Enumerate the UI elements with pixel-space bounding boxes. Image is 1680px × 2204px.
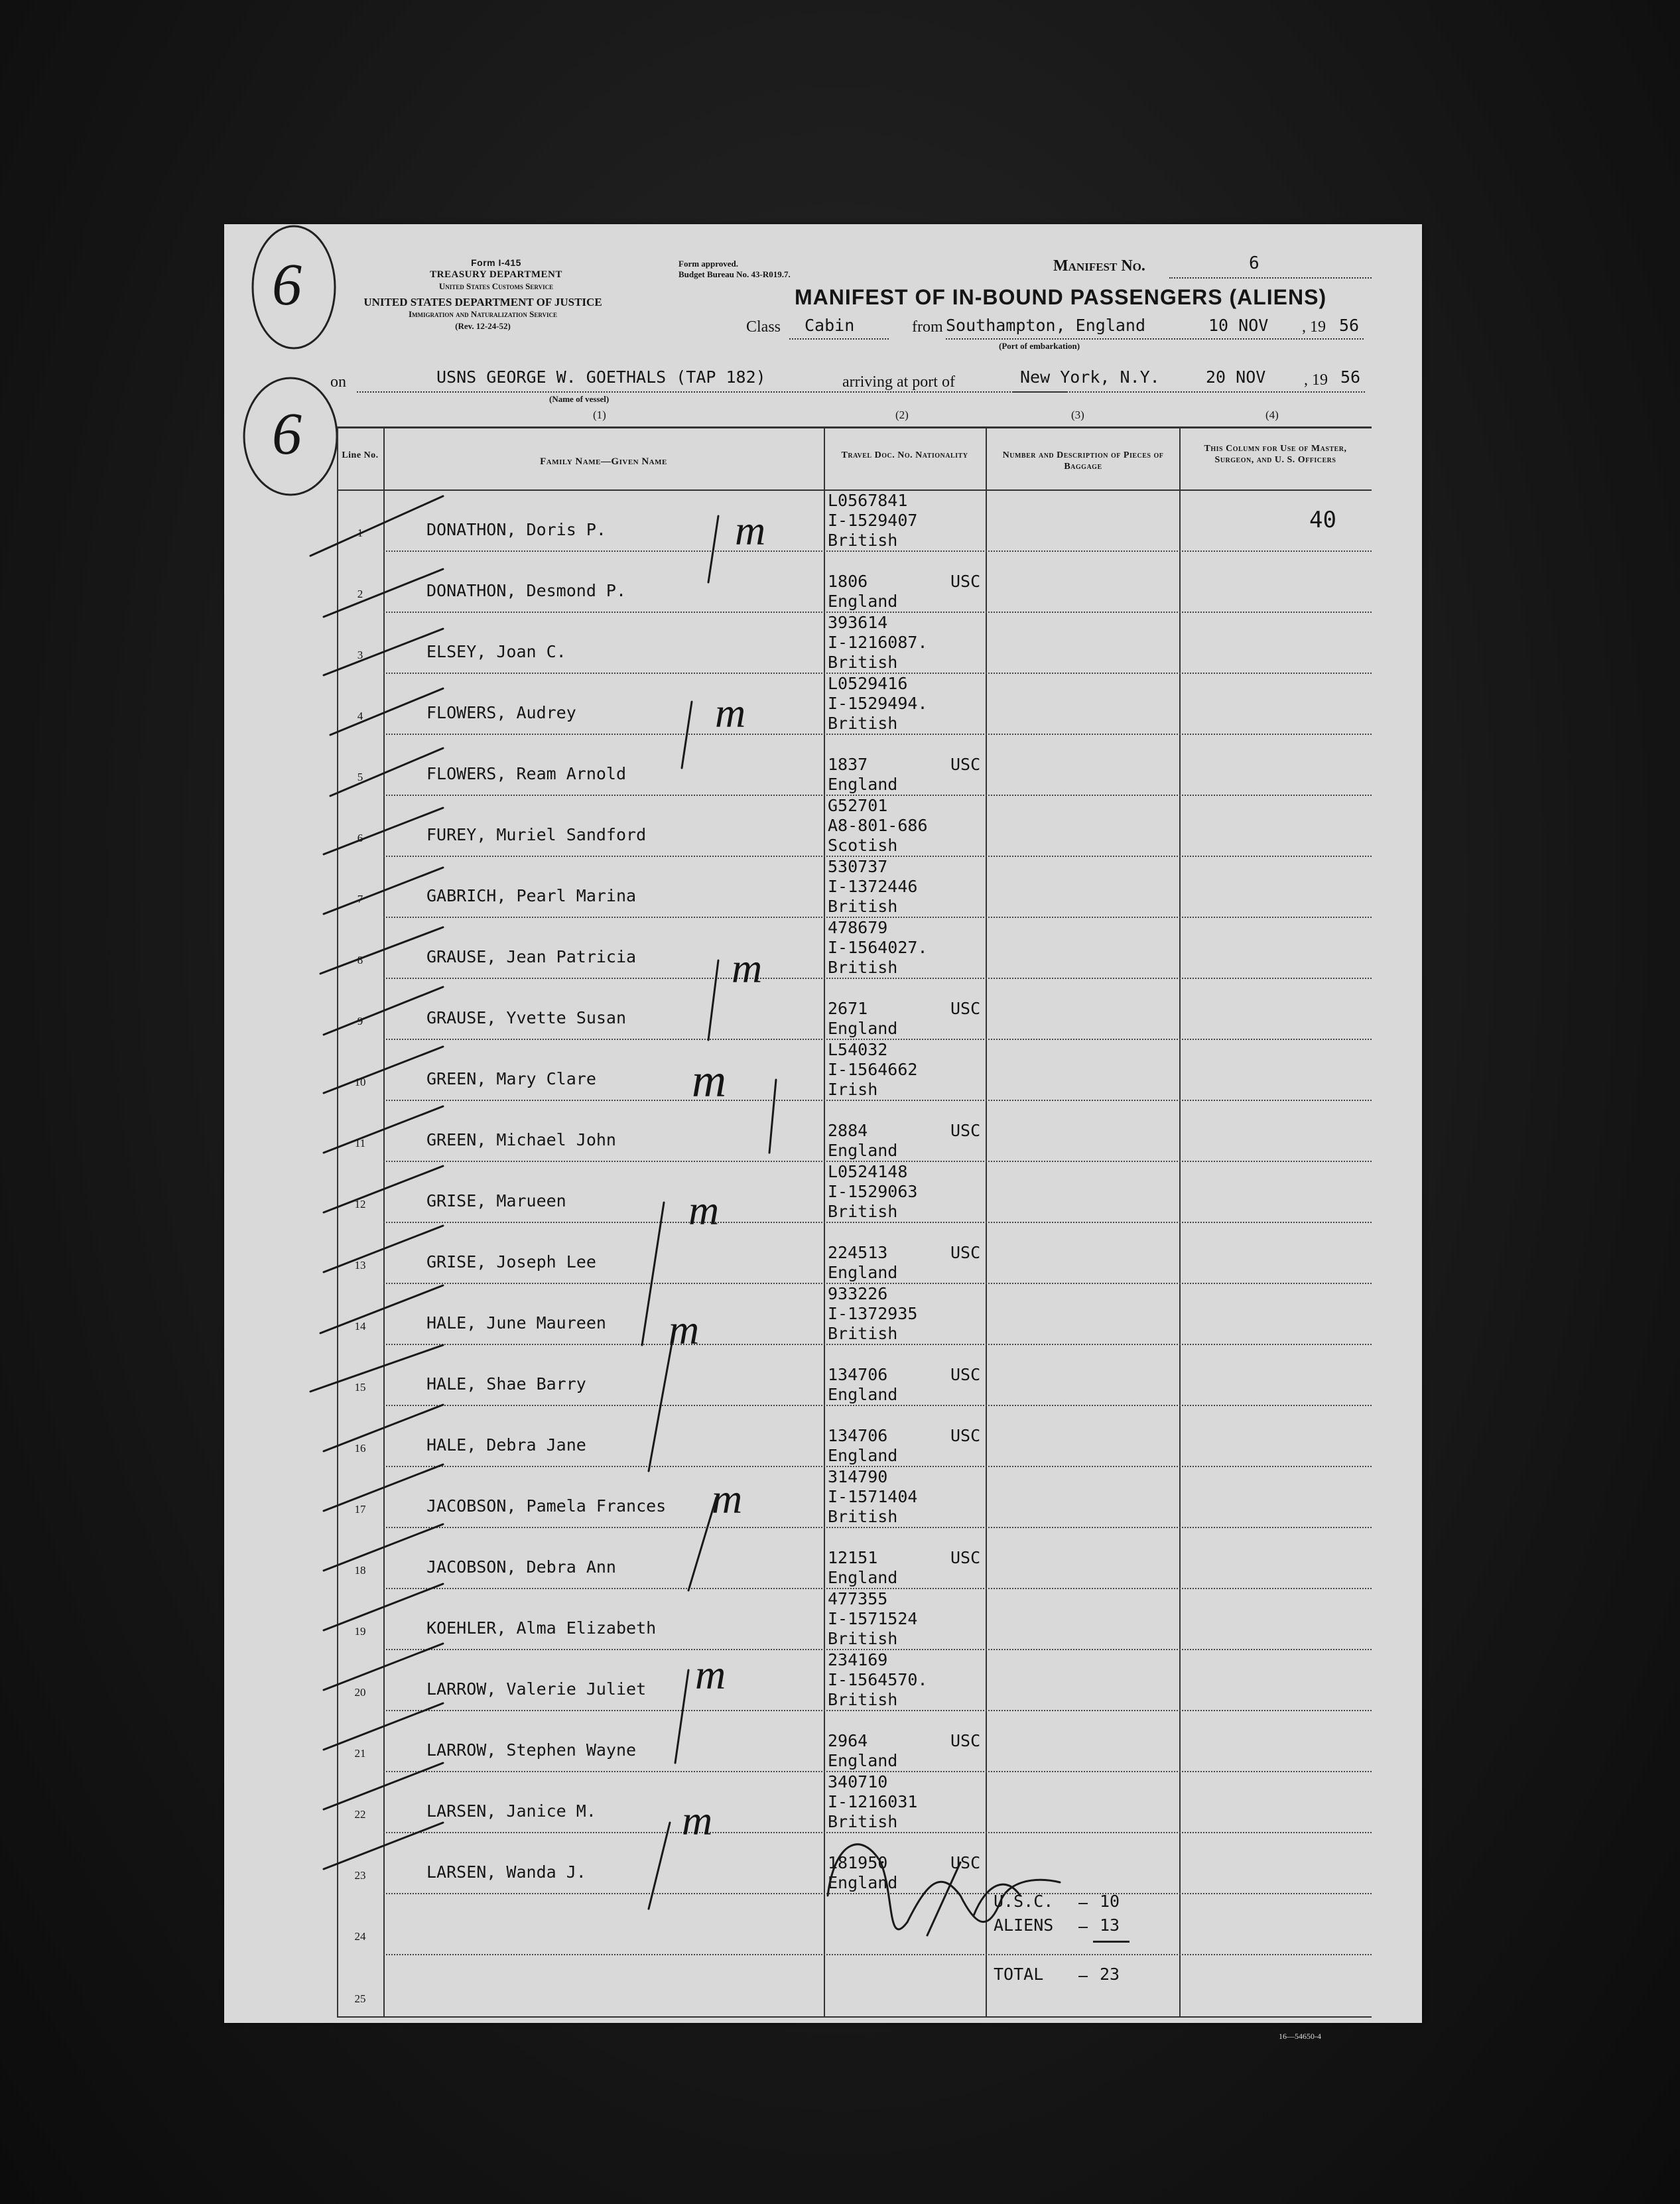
arrive-year: 56 (1340, 367, 1361, 387)
handwritten-m: m (692, 1054, 726, 1107)
travel-doc-line: G52701 (828, 796, 888, 815)
class-label: Class (746, 318, 781, 336)
passenger-name: FLOWERS, Ream Arnold (426, 764, 627, 783)
passenger-name: HALE, Debra Jane (426, 1435, 586, 1455)
line-number: 5 (357, 771, 363, 783)
travel-doc-line: 134706 (828, 1426, 888, 1445)
port-name: New York, N.Y. (1020, 367, 1160, 387)
usc-marker: USC (950, 1243, 981, 1262)
travel-doc-line: 1837 (828, 755, 868, 774)
handwritten-m: m (715, 689, 746, 736)
line-number: 15 (354, 1381, 366, 1394)
col-head-baggage: Number and Description of Pieces of Baggage (1002, 450, 1164, 472)
travel-doc-line: 314790 (828, 1467, 888, 1486)
passenger-name: GRAUSE, Yvette Susan (426, 1008, 627, 1027)
passenger-name: JACOBSON, Debra Ann (426, 1557, 616, 1577)
handwritten-m: m (682, 1797, 713, 1844)
travel-doc-line: British (828, 1690, 898, 1709)
col-num-1: (1) (593, 409, 606, 421)
on-label: on (330, 373, 346, 391)
travel-doc-line: I-1571404 (828, 1487, 918, 1506)
line-number: 11 (354, 1137, 366, 1149)
circled-mark-1: 6 (272, 252, 302, 318)
passenger-name: LARROW, Stephen Wayne (426, 1740, 637, 1760)
travel-doc-line: I-1564570. (828, 1670, 928, 1689)
passenger-name: DONATHON, Desmond P. (426, 581, 627, 600)
line-number: 24 (354, 1930, 366, 1943)
travel-doc-line: England (828, 1751, 898, 1770)
line-number: 8 (357, 954, 363, 966)
handwritten-m: m (712, 1475, 743, 1522)
arriving-label: arriving at port of (842, 373, 955, 391)
col-num-4: (4) (1265, 409, 1279, 421)
totals-usc-value: 10 (1100, 1892, 1120, 1911)
travel-doc-line: L0524148 (828, 1162, 908, 1181)
travel-doc-line: 134706 (828, 1365, 888, 1384)
line-number: 21 (354, 1747, 366, 1760)
line-number: 13 (354, 1259, 366, 1271)
travel-doc-line: 478679 (828, 918, 888, 937)
passenger-name: GREEN, Mary Clare (426, 1069, 596, 1088)
totals-usc-label: U.S.C. (994, 1892, 1054, 1911)
travel-doc-line: 393614 (828, 613, 888, 632)
passenger-name: GABRICH, Pearl Marina (426, 886, 637, 905)
treasury-dept: TREASURY DEPARTMENT (430, 269, 562, 280)
totals-total-label: TOTAL (994, 1965, 1044, 1984)
arrive-date: 20 NOV (1206, 367, 1266, 387)
manifest-page (224, 224, 1422, 2041)
line-number: 1 (357, 527, 363, 539)
travel-doc-line: 340710 (828, 1772, 888, 1791)
handwritten-m: m (669, 1306, 700, 1353)
travel-doc-line: England (828, 592, 898, 611)
line-number: 12 (354, 1198, 366, 1210)
travel-doc-line: British (828, 1202, 898, 1221)
handwritten-m: m (695, 1651, 726, 1698)
col-num-3: (3) (1071, 409, 1084, 421)
line-number: 14 (354, 1320, 366, 1332)
passenger-name: HALE, Shae Barry (426, 1374, 586, 1394)
travel-doc-line: England (828, 1141, 898, 1160)
line-number: 16 (354, 1442, 366, 1455)
travel-doc-line: 224513 (828, 1243, 888, 1262)
usc-marker: USC (950, 1548, 981, 1567)
vessel-label: (Name of vessel) (549, 394, 610, 404)
col-head-line-no: Line No. (342, 450, 379, 460)
travel-doc-line: British (828, 1324, 898, 1343)
travel-doc-line: 1806 (828, 572, 868, 591)
travel-doc-line: British (828, 714, 898, 733)
line-number: 7 (357, 893, 363, 905)
col-num-2: (2) (895, 409, 909, 421)
travel-doc-line: I-1529063 (828, 1182, 918, 1201)
travel-doc-line: I-1564662 (828, 1060, 918, 1079)
form-approved: Form approved. (678, 259, 739, 269)
arrive-year-prefix: , 19 (1304, 371, 1328, 389)
page-title: MANIFEST OF IN-BOUND PASSENGERS (ALIENS) (795, 285, 1327, 309)
line-number: 17 (354, 1503, 366, 1516)
travel-doc-line: A8-801-686 (828, 816, 928, 835)
class-value: Cabin (805, 316, 855, 335)
usc-marker: USC (950, 1731, 981, 1750)
handwritten-m: m (688, 1187, 720, 1234)
passenger-name: DONATHON, Doris P. (426, 520, 606, 539)
usc-marker: USC (950, 572, 981, 591)
travel-doc-line: 234169 (828, 1650, 888, 1669)
travel-doc-line: 477355 (828, 1589, 888, 1608)
travel-doc-line: I-1571524 (828, 1609, 918, 1628)
line-number: 23 (354, 1869, 366, 1882)
line-number: 19 (354, 1625, 366, 1638)
travel-doc-line: 181950 (828, 1853, 888, 1872)
from-label: from (912, 318, 943, 336)
passenger-name: FUREY, Muriel Sandford (426, 825, 647, 844)
line-number: 25 (354, 1992, 366, 2005)
handwritten-m: m (735, 507, 766, 554)
col-head-officers: This Column for Use of Master, Surgeon, and U. S. Officers (1204, 444, 1347, 465)
travel-doc-line: British (828, 653, 898, 672)
travel-doc-line: British (828, 1812, 898, 1831)
line-number: 22 (354, 1808, 366, 1821)
ins-service: Immigration and Naturalization Service (408, 309, 558, 319)
depart-date: 10 NOV (1208, 316, 1269, 335)
travel-doc-line: England (828, 1568, 898, 1587)
circled-mark-2: 6 (272, 401, 302, 467)
passenger-name: LARROW, Valerie Juliet (426, 1679, 647, 1699)
travel-doc-line: I-1529407 (828, 511, 918, 530)
travel-doc-line: British (828, 958, 898, 977)
passenger-name: LARSEN, Janice M. (426, 1801, 596, 1821)
usc-marker: USC (950, 1365, 981, 1384)
travel-doc-line: I-1216031 (828, 1792, 918, 1811)
manifest-no-label: Manifest No. (1053, 257, 1145, 275)
line-number: 6 (357, 832, 363, 844)
officer-mark: 40 (1309, 507, 1336, 533)
travel-doc-line: I-1529494. (828, 694, 928, 713)
travel-doc-line: England (828, 1263, 898, 1282)
travel-doc-line: England (828, 1385, 898, 1404)
totals-total-value: 23 (1100, 1965, 1120, 1984)
travel-doc-line: 2884 (828, 1121, 868, 1140)
travel-doc-line: Irish (828, 1080, 878, 1099)
line-number: 3 (357, 649, 363, 661)
revision: (Rev. 12-24-52) (455, 321, 511, 331)
travel-doc-line: I-1564027. (828, 938, 928, 957)
from-value: Southampton, England (946, 316, 1146, 335)
budget-bureau: Budget Bureau No. 43-R019.7. (678, 269, 791, 279)
travel-doc-line: England (828, 1019, 898, 1038)
justice-dept: UNITED STATES DEPARTMENT OF JUSTICE (363, 296, 602, 308)
totals-aliens-value: 13 (1100, 1915, 1120, 1935)
embarkation-label: (Port of embarkation) (999, 341, 1080, 351)
passenger-name: GRISE, Marueen (426, 1191, 566, 1210)
travel-doc-line: England (828, 1446, 898, 1465)
passenger-name: GREEN, Michael John (426, 1130, 616, 1149)
passenger-name: GRAUSE, Jean Patricia (426, 947, 637, 966)
usc-marker: USC (950, 755, 981, 774)
line-number: 18 (354, 1564, 366, 1577)
travel-doc-line: L0529416 (828, 674, 908, 693)
travel-doc-line: 12151 (828, 1548, 878, 1567)
customs-service: United States Customs Service (438, 281, 554, 291)
usc-marker: USC (950, 1853, 981, 1872)
usc-marker: USC (950, 1426, 981, 1445)
travel-doc-line: I-1216087. (828, 633, 928, 652)
line-number: 10 (354, 1076, 366, 1088)
depart-year-prefix: , 19 (1302, 318, 1326, 336)
travel-doc-line: 2671 (828, 999, 868, 1018)
travel-doc-line: British (828, 531, 898, 550)
usc-marker: USC (950, 999, 981, 1018)
manifest-no-value: 6 (1249, 253, 1260, 273)
handwritten-annotations (224, 224, 1422, 2023)
usc-marker: USC (950, 1121, 981, 1140)
passenger-name: LARSEN, Wanda J. (426, 1862, 586, 1882)
travel-doc-line: British (828, 1629, 898, 1648)
travel-doc-line: 530737 (828, 857, 888, 876)
line-number: 2 (357, 588, 363, 600)
travel-doc-line: England (828, 1873, 898, 1892)
depart-year: 56 (1339, 316, 1360, 335)
travel-doc-line: Scotish (828, 836, 898, 855)
passenger-name: GRISE, Joseph Lee (426, 1252, 596, 1271)
travel-doc-line: England (828, 775, 898, 794)
vessel-name: USNS GEORGE W. GOETHALS (TAP 182) (436, 367, 766, 387)
col-head-name: Family Name—Given Name (540, 456, 667, 467)
footer-code: 16—54650-4 (1279, 2032, 1321, 2041)
travel-doc-line: 933226 (828, 1284, 888, 1303)
travel-doc-line: 2964 (828, 1731, 868, 1750)
travel-doc-line: L54032 (828, 1040, 888, 1059)
passenger-name: ELSEY, Joan C. (426, 642, 566, 661)
travel-doc-line: I-1372446 (828, 877, 918, 896)
travel-doc-line: British (828, 1507, 898, 1526)
travel-doc-line: L0567841 (828, 491, 908, 510)
col-head-travel-doc: Travel Doc. No. Nationality (841, 450, 968, 460)
handwritten-m: m (732, 944, 763, 992)
passenger-name: FLOWERS, Audrey (426, 703, 576, 722)
form-number: Form I-415 (471, 257, 521, 268)
passenger-name: JACOBSON, Pamela Frances (426, 1496, 667, 1516)
travel-doc-line: I-1372935 (828, 1304, 918, 1323)
passenger-name: KOEHLER, Alma Elizabeth (426, 1618, 657, 1638)
line-number: 9 (357, 1015, 363, 1027)
line-number: 4 (357, 710, 363, 722)
passenger-name: HALE, June Maureen (426, 1313, 606, 1332)
totals-aliens-label: ALIENS (994, 1915, 1054, 1935)
line-number: 20 (354, 1686, 366, 1699)
travel-doc-line: British (828, 897, 898, 916)
